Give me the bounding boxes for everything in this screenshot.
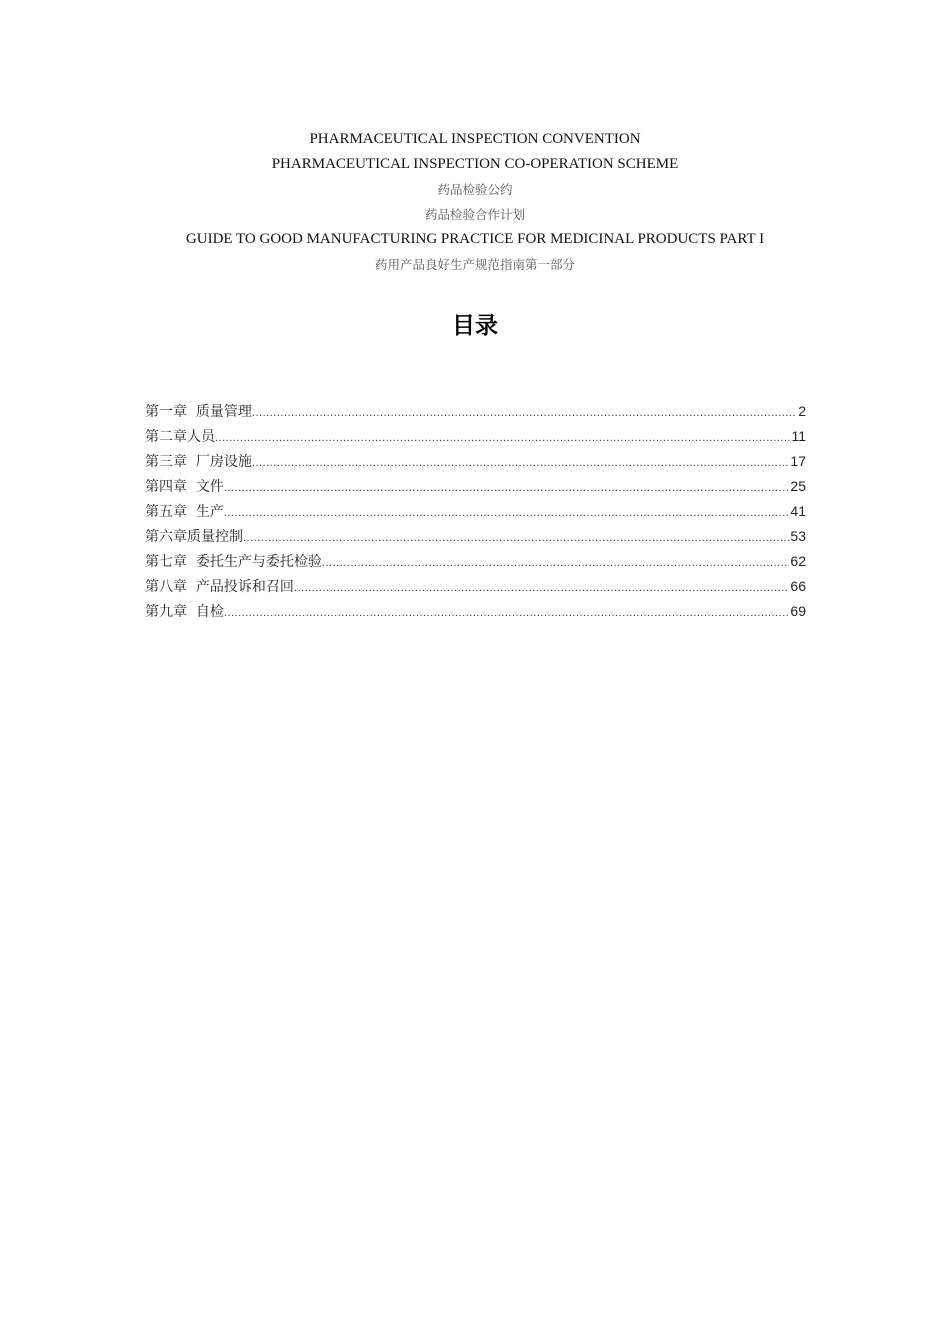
- header-line-convention: PHARMACEUTICAL INSPECTION CONVENTION: [309, 131, 641, 147]
- toc-entry-page: 17: [790, 453, 806, 469]
- toc-entry[interactable]: [145, 574, 806, 599]
- toc-entry[interactable]: [145, 449, 806, 474]
- toc-leader-dots: [294, 576, 790, 601]
- toc-entry[interactable]: [145, 399, 806, 424]
- header-line-guide: GUIDE TO GOOD MANUFACTURING PRACTICE FOR MEDICINAL PRODUCTS PART I: [185, 231, 765, 247]
- toc-entry-label: 第二章人员: [145, 429, 215, 445]
- header-line-scheme-cn: 药品检验合作计划: [424, 207, 525, 222]
- toc-entry-page: 62: [790, 553, 806, 569]
- toc-entry-label: 第三章 厂房设施: [145, 454, 252, 470]
- toc-entry[interactable]: [145, 549, 806, 574]
- toc-entry-page: 25: [790, 478, 806, 494]
- toc-leader-dots: [243, 526, 789, 551]
- toc-entry[interactable]: [145, 424, 806, 449]
- toc-leader-dots: [252, 401, 797, 426]
- toc-leader-dots: [224, 601, 790, 626]
- toc-entry-page: 11: [791, 428, 806, 444]
- toc-entry-label: 第八章 产品投诉和召回: [145, 579, 294, 595]
- toc-entry-label: 第四章 文件: [145, 479, 224, 495]
- table-of-contents: [145, 399, 806, 624]
- toc-leader-dots: [252, 451, 790, 476]
- toc-entry-page: 2: [798, 403, 806, 419]
- toc-entry-page: 41: [790, 503, 806, 519]
- toc-title: 目录: [452, 313, 498, 339]
- toc-entry-label: 第七章 委托生产与委托检验: [145, 554, 322, 570]
- header-line-scheme: PHARMACEUTICAL INSPECTION CO-OPERATION SCHEME: [271, 156, 679, 172]
- document-header: [0, 127, 950, 277]
- toc-entry-label: 第六章质量控制: [145, 529, 243, 545]
- toc-entry-label: 第一章 质量管理: [145, 404, 252, 420]
- toc-leader-dots: [215, 426, 790, 451]
- toc-entry-page: 53: [790, 528, 806, 544]
- header-line-convention-cn: 药品检验公约: [437, 182, 513, 197]
- toc-entry-label: 第五章 生产: [145, 504, 224, 520]
- toc-entry-page: 66: [790, 578, 806, 594]
- toc-entry[interactable]: [145, 474, 806, 499]
- toc-leader-dots: [224, 501, 790, 526]
- toc-leader-dots: [224, 476, 790, 501]
- toc-entry[interactable]: [145, 599, 806, 624]
- toc-leader-dots: [322, 551, 790, 576]
- toc-entry-page: 69: [790, 603, 806, 619]
- header-line-guide-cn: 药用产品良好生产规范指南第一部分: [374, 257, 575, 272]
- toc-entry-label: 第九章 自检: [145, 604, 224, 620]
- toc-entry[interactable]: [145, 499, 806, 524]
- toc-entry[interactable]: [145, 524, 806, 549]
